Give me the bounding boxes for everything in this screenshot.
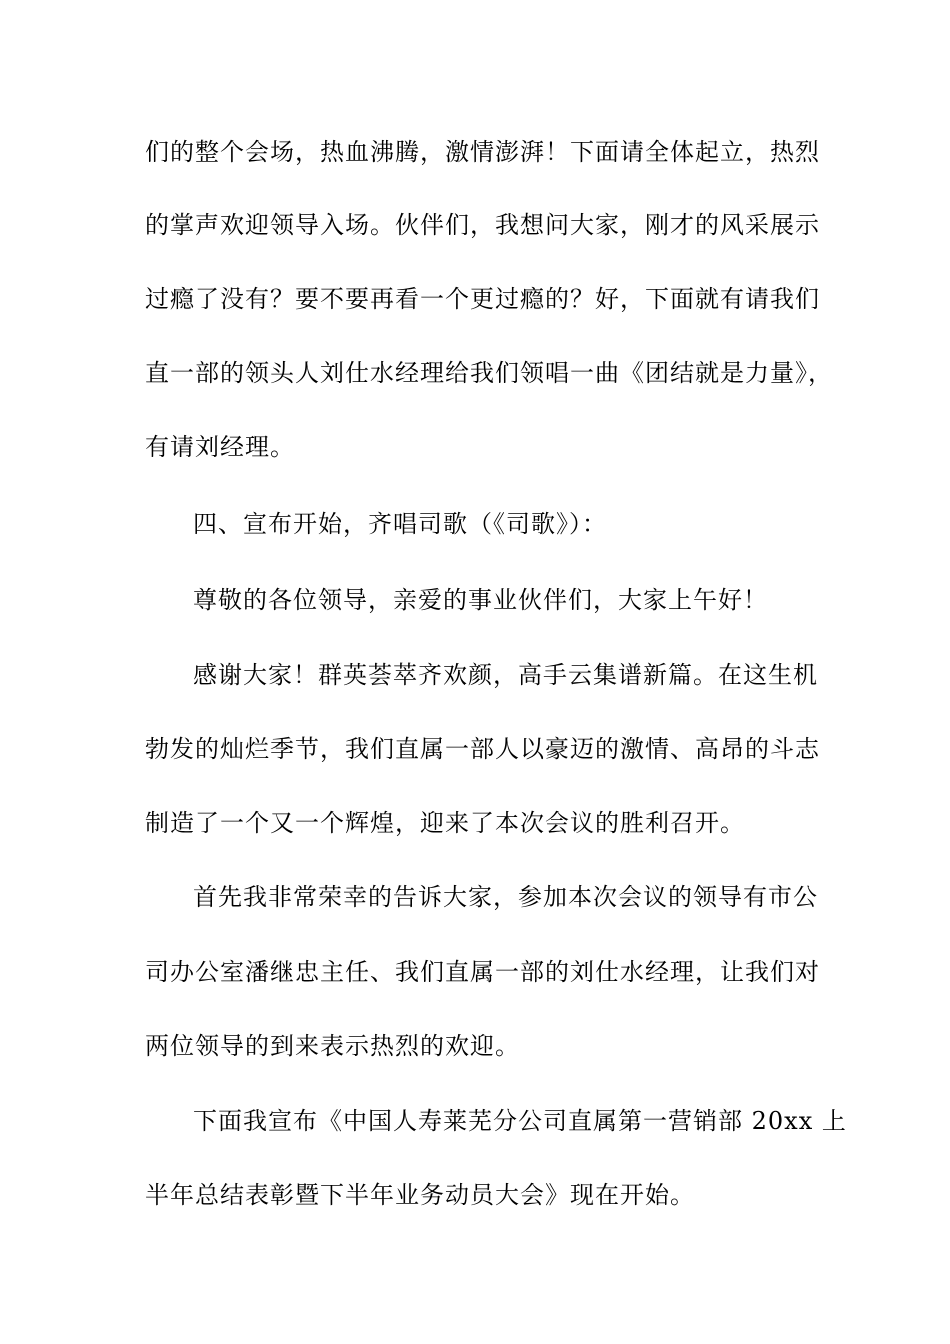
text-line-1: 们的整个会场，热血沸腾，激情澎湃！下面请全体起立，热烈 — [145, 138, 820, 166]
text-line-2: 的掌声欢迎领导入场。伙伴们，我想问大家，刚才的风采展示 — [145, 211, 820, 239]
text-line-4: 直一部的领头人刘仕水经理给我们领唱一曲《团结就是力量》， — [145, 359, 833, 387]
text-line-12: 司办公室潘继忠主任、我们直属一部的刘仕水经理，让我们对 — [145, 958, 820, 986]
text-line-14: 下面我宣布《中国人寿莱芜分公司直属第一营销部 20xx 上 — [193, 1107, 847, 1135]
section-heading: 四、宣布开始，齐唱司歌（《司歌》）： — [193, 510, 607, 538]
text-line-8: 感谢大家！群英荟萃齐欢颜，高手云集谱新篇。在这生机 — [193, 661, 818, 689]
greeting-line: 尊敬的各位领导，亲爱的事业伙伴们，大家上午好！ — [193, 586, 768, 614]
text-line-9: 勃发的灿烂季节，我们直属一部人以豪迈的激情、高昂的斗志 — [145, 735, 820, 763]
text-line-13: 两位领导的到来表示热烈的欢迎。 — [145, 1032, 520, 1060]
text-line-3: 过瘾了没有？要不要再看一个更过瘾的？好，下面就有请我们 — [145, 285, 820, 313]
text-line-11: 首先我非常荣幸的告诉大家，参加本次会议的领导有市公 — [193, 883, 818, 911]
text-line-10: 制造了一个又一个辉煌，迎来了本次会议的胜利召开。 — [145, 809, 745, 837]
text-line-5: 有请刘经理。 — [145, 433, 295, 461]
text-line-15: 半年总结表彰暨下半年业务动员大会》现在开始。 — [145, 1181, 695, 1209]
